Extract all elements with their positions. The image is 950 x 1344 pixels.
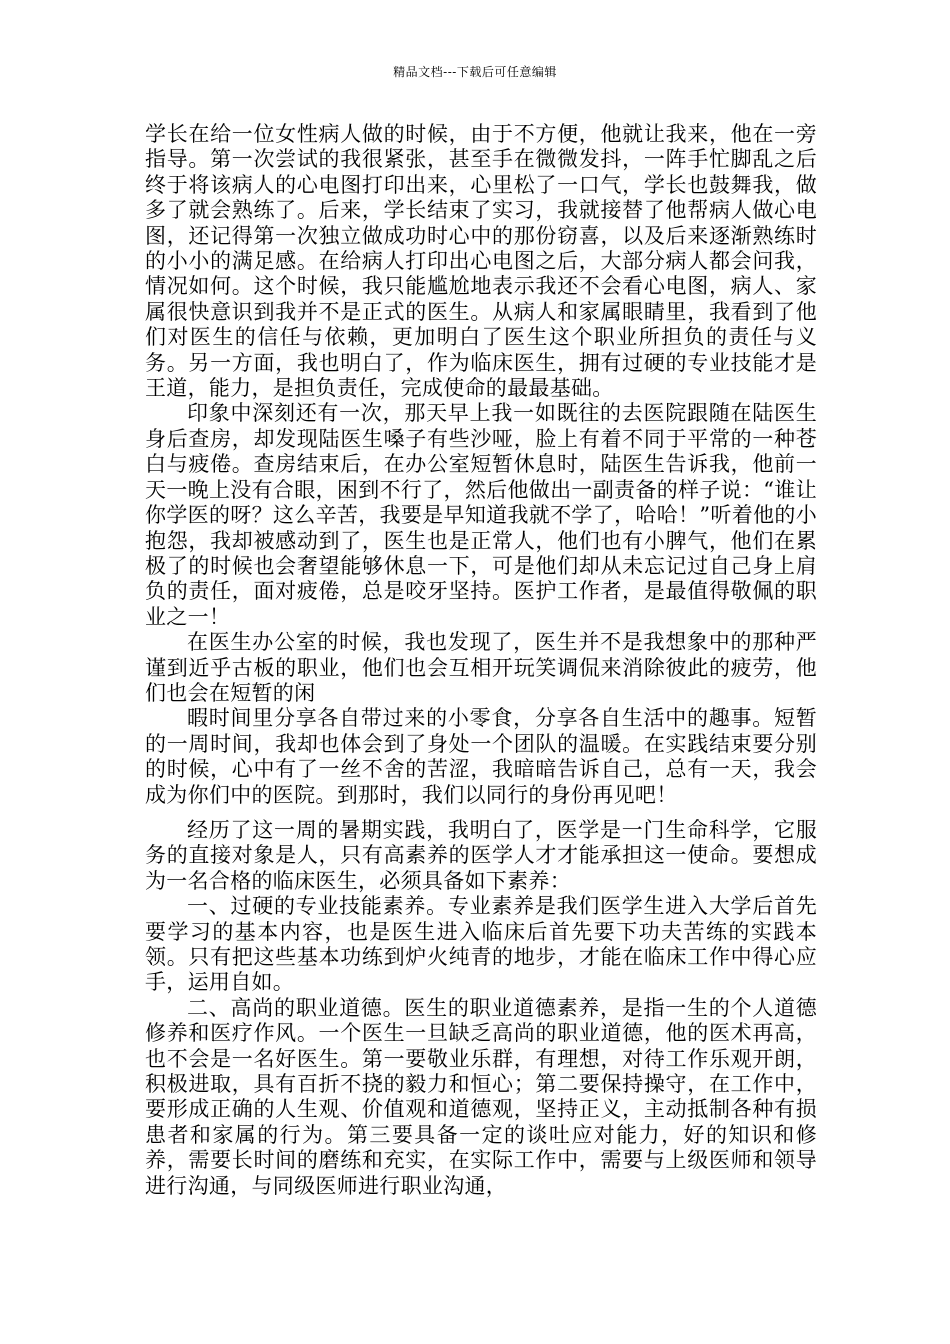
paragraph-team-warmth: 暇时间里分享各自带过来的小零食，分享各自生活中的趣事。短暂的一周时间，我却也体会到了身处一个团队的温暖。在实践结束要分别的时候，心中有了一丝不舍的苦涩，我暗暗告诉自己，总有一天，我会成为你们中的医院。到那时，我们以同行的身份再见吧！ [145,706,817,807]
paragraph-professional-skills: 一、过硬的专业技能素养。专业素养是我们医学生进入大学后首先要学习的基本内容，也是医生进入临床后首先要下功夫苦练的实践本领。只有把这些基本功练到炉火纯青的地步，才能在临床工作中得心应手，运用自如。 [145,894,817,995]
page-header: 精品文档---下载后可任意编辑 [393,65,557,79]
paragraph-ecg-experience: 学长在给一位女性病人做的时候，由于不方便，他就让我来，他在一旁指导。第一次尝试的我很紧张，甚至手在微微发抖，一阵手忙脚乱之后终于将该病人的心电图打印出来，心里松了一口气，学长也鼓舞我，做多了就会熟练了。后来，学长结束了实习，我就接替了他帮病人做心电图，还记得第一次独立做成功时心中的那份窃喜，以及后来逐渐熟练时的小小的满足感。在给病人打印出心电图之后，大部分病人都会问我，情况如何。这个时候，我只能尴尬地表示我还不会看心电图，病人、家属很快意识到我并不是正式的医生。从病人和家属眼睛里，我看到了他们对医生的信任与依赖，更加明白了医生这个职业所担负的责任与义务。另一方面，我也明白了，作为临床医生，拥有过硬的专业技能才是王道，能力，是担负责任，完成使命的最最基础。 [145,122,817,401]
document-body [145,122,817,1199]
paragraph-professional-ethics: 二、高尚的职业道德。医生的职业道德素养，是指一生的个人道德修养和医疗作风。一个医生一旦缺乏高尚的职业道德，他的医术再高，也不会是一名好医生。第一要敬业乐群，有理想，对待工作乐观开朗，积极进取，具有百折不挠的毅力和恒心；第二要保持操守，在工作中，要形成正确的人生观、价值观和道德观，坚持正义，主动抵制各种有损患者和家属的行为。第三要具备一定的谈吐应对能力，好的知识和修养，需要长时间的磨练和充实，在实际工作中，需要与上级医师和领导进行沟通，与同级医师进行职业沟通， [145,995,817,1198]
paragraph-summer-practice: 经历了这一周的暑期实践，我明白了，医学是一门生命科学，它服务的直接对象是人，只有高素养的医学人才才能承担这一使命。要想成为一名合格的临床医生，必须具备如下素养： [145,817,817,893]
paragraph-office-atmosphere: 在医生办公室的时候，我也发现了，医生并不是我想象中的那种严谨到近乎古板的职业，他们也会互相开玩笑调侃来消除彼此的疲劳，他们也会在短暂的闲 [145,630,817,705]
paragraph-doctor-lu: 印象中深刻还有一次，那天早上我一如既往的去医院跟随在陆医生身后查房，却发现陆医生嗓子有些沙哑，脸上有着不同于平常的一种苍白与疲倦。查房结束后，在办公室短暂休息时，陆医生告诉我，他前一天一晚上没有合眼，困到不行了，然后他做出一副责备的样子说：“谁让你学医的呀？这么辛苦，我要是早知道我就不学了，哈哈！”听着他的小抱怨，我却被感动到了，医生也是正常人，他们也有小脾气，他们在累极了的时候也会奢望能够休息一下，可是他们却从未忘记过自己身上肩负的责任，面对疲倦，总是咬牙坚持。医护工作者，是最值得敬佩的职业之一！ [145,401,817,629]
